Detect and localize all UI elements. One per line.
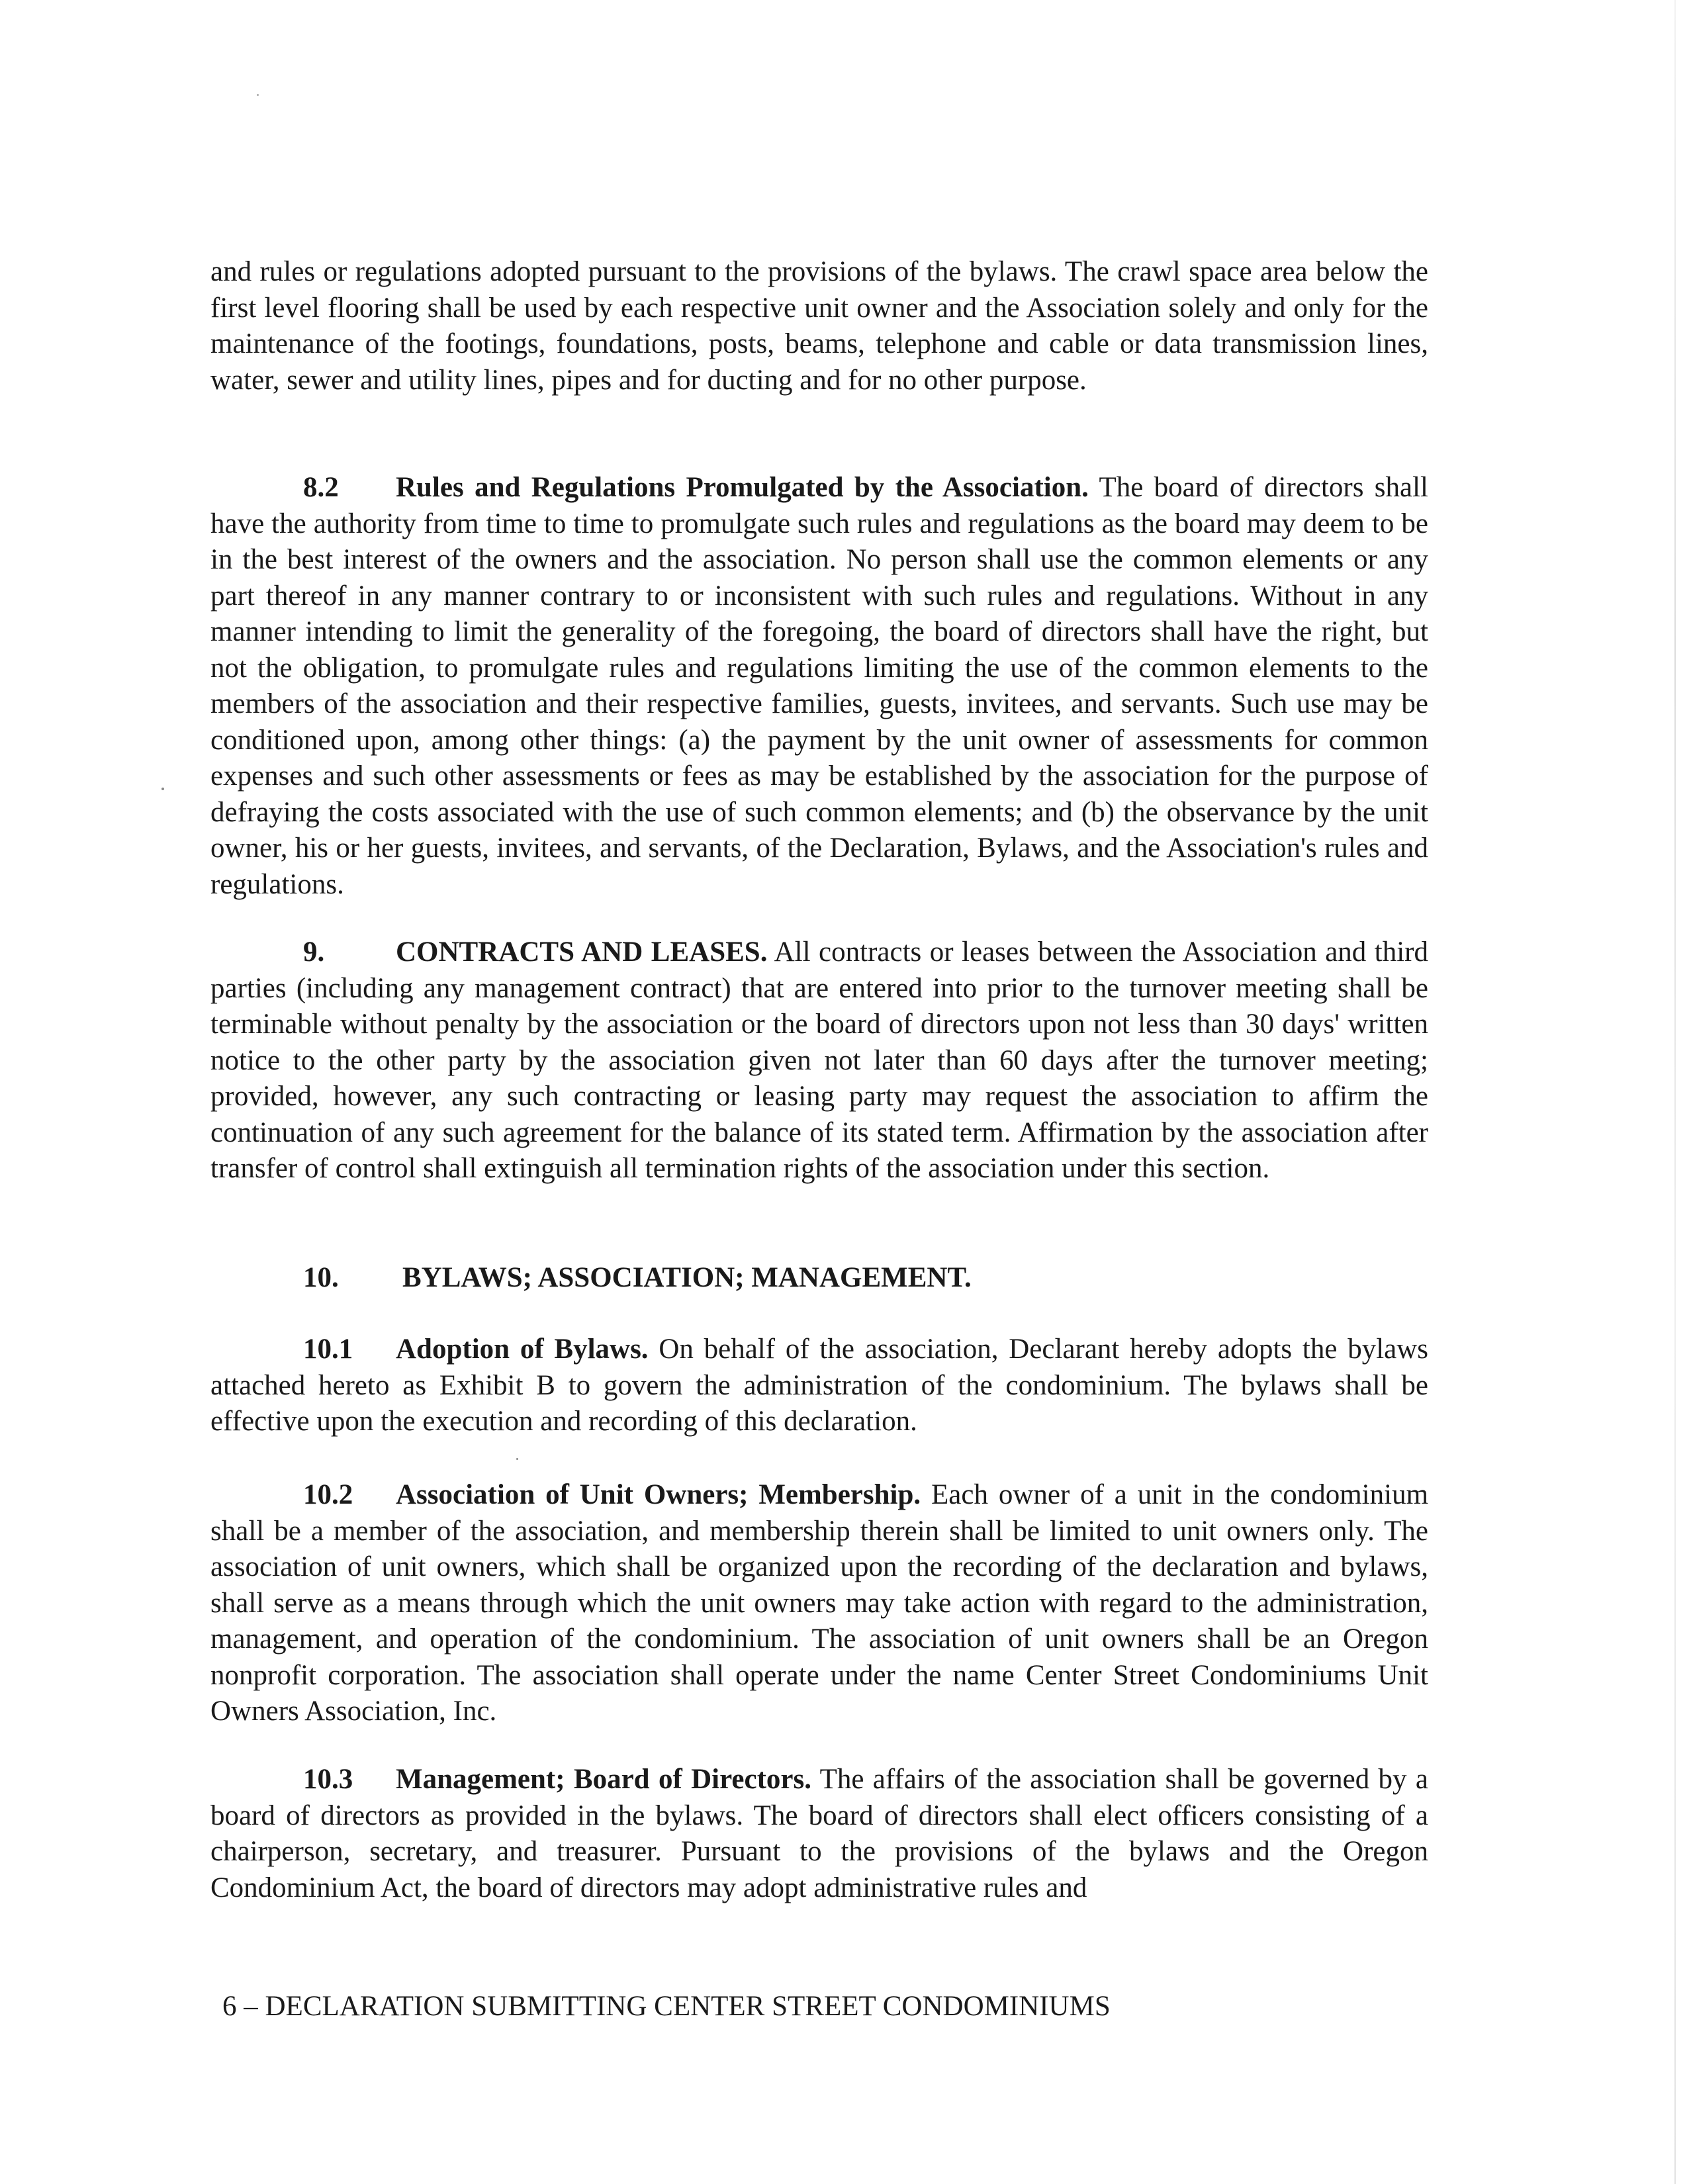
- paragraph-continuation: [210, 254, 1428, 398]
- section-heading: Association of Unit Owners; Membership.: [396, 1479, 921, 1510]
- section-10-2: [210, 1477, 1428, 1730]
- scan-speck: [257, 94, 259, 96]
- section-9: [210, 934, 1428, 1187]
- page-footer: 6 – DECLARATION SUBMITTING CENTER STREET CONDOMINIUMS: [222, 1991, 1111, 2022]
- section-number: 9.: [303, 936, 325, 968]
- section-heading: Adoption of Bylaws.: [396, 1334, 649, 1365]
- section-body: Each owner of a unit in the condominium shall be a member of the association, and membership therein shall be limited to unit owners only. The association of unit owners, which shall be organized upon the recording of the declaration and bylaws, shall serve as a means through which the unit owners may take action with regard to the administration, management, and operation of the condominium. The association of unit owners shall be an Oregon nonprofit corporation. The association shall operate under the name Center Street Condominiums Unit Owners Association, Inc.: [210, 1479, 1429, 1727]
- section-number: 10.1: [303, 1334, 353, 1365]
- section-number: 8.2: [303, 472, 339, 503]
- scan-edge-line: [1674, 0, 1676, 2184]
- section-heading: Management; Board of Directors.: [396, 1764, 811, 1795]
- section-body: All contracts or leases between the Association and third parties (including any management contract) that are entered into prior to the turnover meeting shall be terminable without penalty by the association or the board of directors upon not less than 30 days' written notice to the other party by the association given not later than 60 days after the turnover meeting; provided, however, any such contracting or leasing party may request the association to affirm the continuation of any such agreement for the balance of its stated term. Affirmation by the association after transfer of control shall extinguish all termination rights of the association under this section.: [210, 936, 1428, 1184]
- section-heading: Rules and Regulations Promulgated by the Association.: [396, 472, 1089, 503]
- section-10-heading: [303, 1260, 972, 1297]
- scan-speck: [161, 788, 164, 790]
- section-10-3: [210, 1762, 1428, 1906]
- section-number: 10.: [303, 1262, 339, 1293]
- section-body: The affairs of the association shall be governed by a board of directors as provided in the bylaws. The board of directors shall elect officers consisting of a chairperson, secretary, and treasurer. Pursuant to the provisions of the bylaws and the Oregon Condominium Act, the board of directors may adopt administrative rules and: [210, 1764, 1428, 1903]
- section-body: On behalf of the association, Declarant hereby adopts the bylaws attached hereto as Exhibit B to govern the administration of the condominium. The bylaws shall be effective upon the execution and recording of this declaration.: [210, 1334, 1429, 1437]
- section-heading: BYLAWS; ASSOCIATION; MANAGEMENT.: [402, 1262, 972, 1293]
- section-number: 10.3: [303, 1764, 353, 1795]
- scan-speck: [516, 1458, 518, 1460]
- section-8-2: [210, 470, 1428, 903]
- section-heading: CONTRACTS AND LEASES.: [396, 936, 768, 968]
- section-body: The board of directors shall have the authority from time to time to promulgate such rules and regulations as the board may deem to be in the best interest of the owners and the association. No person shall use the common elements or any part thereof in any manner contrary to or inconsistent with such rules and regulations. Without in any manner intending to limit the generality of the foregoing, the board of directors shall have the right, but not the obligation, to promulgate rules and regulations limiting the use of the common elements to the members of the association and their respective families, guests, invitees, and servants. Such use may be conditioned upon, among other things: (a) the payment by the unit owner of assessments for common expenses and such other assessments or fees as may be established by the association for the purpose of defraying the costs associated with the use of such common elements; and (b) the observance by the unit owner, his or her guests, invitees, and servants, of the Declaration, Bylaws, and the Association's rules and regulations.: [210, 472, 1428, 900]
- paragraph-text: and rules or regulations adopted pursuant to the provisions of the bylaws. The crawl space area below the first level flooring shall be used by each respective unit owner and the Association solely and only for the maintenance of the footings, foundations, posts, beams, telephone and cable or data transmission lines, water, sewer and utility lines, pipes and for ducting and for no other purpose.: [210, 256, 1428, 396]
- section-10-1: [210, 1332, 1428, 1440]
- section-number: 10.2: [303, 1479, 353, 1510]
